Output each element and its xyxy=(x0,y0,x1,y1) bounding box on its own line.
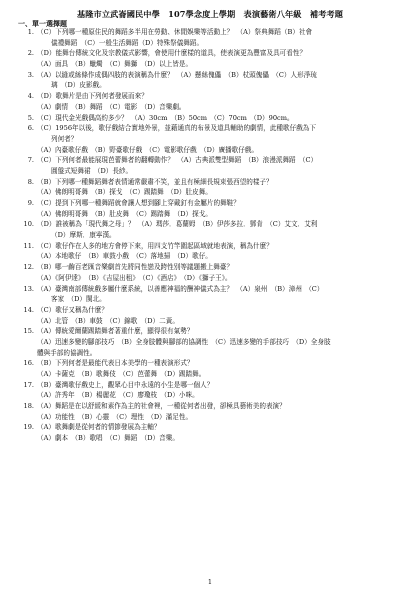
question-text: （C）1956年以後，歌仔戲結合實地外景，並藉通真的布景及道具輔助的劇情，此種歌仔戲為下 xyxy=(37,124,316,133)
question-text: （A）許秀年 （B）楊麗花 （C）廖瓊枝 （D）小咪。 xyxy=(37,391,199,400)
question-line xyxy=(18,155,410,166)
question-continuation-line xyxy=(18,102,410,113)
question-line xyxy=(18,48,410,59)
question-text: （A）傳統愛爾蘭踢踏舞者著重什麼，顯得很有氣勢？ xyxy=(37,327,194,336)
question-text: （D）摩斯．康寧漢。 xyxy=(51,231,116,240)
question-continuation-line xyxy=(18,433,410,444)
question-line xyxy=(18,380,410,391)
question-continuation-line xyxy=(18,412,410,423)
question-number: 7. xyxy=(27,156,34,165)
question-text: （C）歌仔作在人多的地方會停下來，用四支竹竿圍起區域就地表演，稱為什麼？ xyxy=(37,241,273,250)
question-number: 4. xyxy=(27,92,34,101)
question-text: （A）內臺歌仔戲 （B）野臺歌仔戲 （C）電影歌仔戲 （D）廣播歌仔戲。 xyxy=(37,145,259,154)
question-continuation-line xyxy=(18,369,410,380)
exam-title: 基隆市立武崙國民中學 107學念度上學期 表演藝術八年級 補考考題 xyxy=(76,9,344,19)
question-continuation-line xyxy=(18,187,410,198)
page-number: 1 xyxy=(207,578,213,586)
question-line xyxy=(18,91,410,102)
question-number: 1. xyxy=(27,28,34,36)
question-number: 8. xyxy=(27,177,34,186)
question-line xyxy=(18,326,410,337)
question-continuation-line xyxy=(18,166,410,177)
question-line xyxy=(18,70,410,81)
question-continuation-line xyxy=(18,134,410,145)
section-heading: 一、單一選擇題 xyxy=(18,20,67,28)
question-line xyxy=(18,123,410,134)
question-text: （B）臺灣歌仔戲史上，觀眾心目中永遠的小生是哪一個人？ xyxy=(37,380,214,389)
question-line xyxy=(18,422,410,433)
question-text: 圓盤式短舞裙 （D）長紗。 xyxy=(51,166,133,175)
question-continuation-line xyxy=(18,38,410,49)
question-number: 15. xyxy=(23,327,34,336)
question-number: 14. xyxy=(23,305,34,314)
question-line xyxy=(18,113,410,124)
question-continuation-line xyxy=(18,251,410,262)
question-number: 9. xyxy=(27,199,34,207)
question-line xyxy=(18,305,410,316)
question-text: （C）歌仔又稱為什麼？ xyxy=(37,305,108,314)
question-continuation-line xyxy=(18,337,410,348)
question-line xyxy=(18,177,410,188)
question-number: 6. xyxy=(27,124,34,133)
question-text: （A）以縫或絲條作成偶四肢的表演稱為什麼？ （A）懸絲傀儡 （B）杖頭傀儡 （C）人形淨琉 xyxy=(37,70,317,79)
question-continuation-line xyxy=(18,294,410,305)
question-number: 10. xyxy=(23,220,34,229)
question-text: （A）《阿伊達》 （B）《吉屋出租》 （C）《酒店》 （D）《獅子王》。 xyxy=(37,273,232,282)
question-text: （C）下列哪一種原住民的舞蹈多半用在勞動、休閒娛樂等活動上？ （A）祭典舞蹈（B）社會 xyxy=(37,28,313,36)
question-continuation-line xyxy=(18,316,410,327)
question-continuation-line xyxy=(18,390,410,401)
question-line xyxy=(18,198,410,209)
question-number: 11. xyxy=(23,241,34,250)
question-text: （A）舞蹈是在以舒緩和素作為主的社會裡，一種從何者出發，卻極具藝術美的表演？ xyxy=(37,402,286,411)
question-text: 璃 （D）皮影戲。 xyxy=(51,81,106,90)
question-text: （B）哪一齣百老匯音樂劇首先將同性戀及跨性別等議題搬上舞臺？ xyxy=(37,263,234,272)
question-number: 2. xyxy=(27,49,34,58)
question-text: （A）卡薩克 （B）歌舞伎 （C）芭蕾舞 （D）踢踏舞。 xyxy=(37,370,206,378)
question-text: （B）下列哪一種舞蹈舞者表情通常嚴肅不笑，並且有極細長規束張西望的樣子？ xyxy=(37,177,273,186)
question-continuation-line xyxy=(18,348,410,359)
question-number: 12. xyxy=(23,263,34,272)
question-line xyxy=(18,358,410,369)
question-text: （A）本地歌仔 （B）車鼓小戲 （C）落地掃 （D）歌仔。 xyxy=(37,252,212,261)
question-continuation-line xyxy=(18,230,410,241)
question-line xyxy=(18,284,410,295)
question-continuation-line xyxy=(18,273,410,284)
question-continuation-line xyxy=(18,145,410,156)
question-text: （A）劇本 （B）歌唱 （C）舞蹈 （D）音樂。 xyxy=(37,434,179,443)
question-line xyxy=(18,241,410,252)
question-text: （C）下列何者最能展現芭蕾舞者的翻轉動作？ （A）古典派雙型舞蹈 （B）浪漫派舞蹈 （C） xyxy=(37,156,318,165)
question-text: （A）臺灣南部傳統戲多屬什麼系統，以善應神福的酬神儀式為主？ （A）泉州 （B）漳州 （C） xyxy=(37,284,324,293)
question-text: （A）佛朗明哥舞 （B）肚皮舞 （C）踢踏舞 （D）探戈。 xyxy=(37,209,212,218)
question-number: 16. xyxy=(23,359,34,368)
question-text: （C）現代金光戲偶高約多少？ （A）30cm （B）50cm （C）70cm （D）90cm。 xyxy=(37,113,294,122)
question-number: 3. xyxy=(27,70,34,79)
question-text: （A）劇情 （B）舞蹈 （C）電影 （D）音樂劇。 xyxy=(37,102,186,111)
question-text: （A）面具 （B）蠟燭 （C）舞獅 （D）以上皆是。 xyxy=(37,60,193,69)
question-text: （A）北管 （B）車鼓 （C）錦歌 （D）二黃。 xyxy=(37,316,179,325)
question-line xyxy=(18,219,410,230)
question-number: 13. xyxy=(23,284,34,293)
question-list xyxy=(18,27,410,444)
question-line xyxy=(18,401,410,412)
question-number: 18. xyxy=(23,402,34,411)
question-text: （A）迅速多變的腳部技巧 （B）全身肢體與腳部的協調性 （C）迅速多變的手部技巧 （D）全身肢 xyxy=(37,337,331,346)
question-text: （A）功能性 （B）心靈 （C）理性 （D）滿足性。 xyxy=(37,412,193,421)
question-text: （A）歌舞劇是從何者的情節發展為主軸？ xyxy=(37,423,161,432)
question-continuation-line xyxy=(18,80,410,91)
question-number: 19. xyxy=(23,423,34,432)
question-text: 儀禮舞蹈 （C）一般生活舞蹈（D）特殊祭儀舞蹈。 xyxy=(51,38,204,47)
question-continuation-line xyxy=(18,59,410,70)
question-line xyxy=(18,27,410,38)
question-number: 17. xyxy=(23,380,34,389)
question-text: 體與手部的協調性。 xyxy=(37,348,97,357)
question-line xyxy=(18,262,410,273)
question-text: （C）提到下列哪一種舞蹈就會讓人想到腳上穿戴釘有金屬片的舞鞋？ xyxy=(37,199,240,207)
question-text: （D）能舞台傳統文化及宗教儀式影響，會使用什麼樣的道具，使表演更為豐富及具可看性？ xyxy=(37,49,307,58)
question-text: （D）歌舞片是由下列何者發展而來？ xyxy=(37,92,148,101)
question-text: （B）下列何者是最能代表日本美學的一種表演形式？ xyxy=(37,359,194,368)
question-text: （D）誰被稱為「現代舞之母」？ （A）瑪莎．葛蘭姆 （B）伊莎多拉．鄧肯 （C）艾文．艾利 xyxy=(37,220,318,229)
question-text: 客家 （D）閩北。 xyxy=(51,295,106,304)
question-text: 列何者？ xyxy=(51,134,78,143)
question-number: 5. xyxy=(27,113,34,122)
question-text: （A）佛朗明哥舞 （B）探戈 （C）踢踏舞 （D）肚皮舞。 xyxy=(37,188,212,197)
question-continuation-line xyxy=(18,209,410,220)
